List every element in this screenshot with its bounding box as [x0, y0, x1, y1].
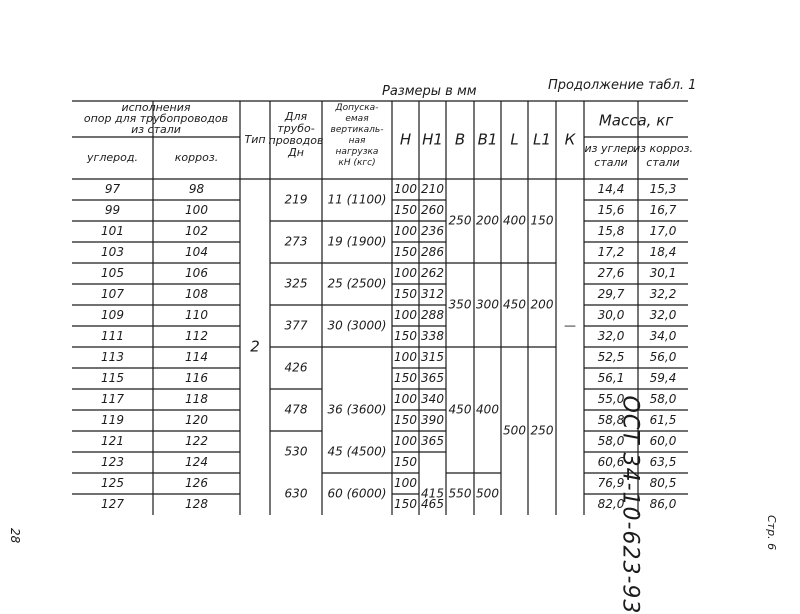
cell-h: 100: [394, 434, 417, 448]
cell-l: 500: [503, 424, 526, 438]
cell-mass-carbon: 82,0: [598, 497, 625, 511]
cell-mass-carbon: 17,2: [598, 245, 625, 259]
cell-b1: 500: [476, 487, 499, 501]
cell-mass-corrosion: 32,0: [650, 308, 677, 322]
cell-k: —: [564, 319, 576, 333]
header-corrosion: корроз.: [175, 151, 218, 164]
header-b: B: [455, 131, 465, 149]
cell-corrosion: 116: [185, 371, 208, 385]
cell-corrosion: 98: [189, 182, 205, 196]
header-b1: B1: [478, 131, 498, 149]
cell-mass-carbon: 30,0: [598, 308, 625, 322]
cell-h1: 338: [421, 329, 444, 343]
cell-h1: 390: [421, 413, 444, 427]
cell-mass-corrosion: 34,0: [650, 329, 677, 343]
cell-corrosion: 120: [185, 413, 208, 427]
cell-l: 400: [503, 214, 526, 228]
cell-carbon: 105: [101, 266, 124, 280]
cell-mass-corrosion: 61,5: [650, 413, 677, 427]
header-mass: Масса, кг: [599, 112, 673, 130]
cell-b: 250: [449, 214, 472, 228]
cell-h1: 315: [421, 350, 444, 364]
cell-mass-carbon: 29,7: [598, 287, 625, 301]
cell-dn: 426: [285, 361, 308, 375]
cell-h1: 262: [421, 266, 444, 280]
standard-code: ОСТ 34-10-623-93: [618, 396, 643, 614]
cell-mass-carbon: 58,0: [598, 434, 625, 448]
cell-type: 2: [250, 338, 260, 356]
cell-mass-corrosion: 30,1: [650, 266, 677, 280]
cell-h1: 312: [421, 287, 444, 301]
cell-mass-corrosion: 59,4: [650, 371, 677, 385]
cell-h: 100: [394, 308, 417, 322]
cell-dn: 273: [285, 235, 308, 249]
header-pipe-diameter: Для трубо-проводов Дн: [269, 110, 324, 159]
cell-corrosion: 118: [185, 392, 208, 406]
cell-mass-carbon: 32,0: [598, 329, 625, 343]
cell-h: 100: [394, 350, 417, 364]
cell-carbon: 119: [101, 413, 124, 427]
header-mass-carbon: из углер. стали: [584, 142, 637, 169]
cell-corrosion: 102: [185, 224, 208, 238]
cell-mass-carbon: 55,0: [598, 392, 625, 406]
cell-load: 11 (1100): [328, 193, 387, 207]
cell-dn: 478: [285, 403, 308, 417]
cell-carbon: 109: [101, 308, 124, 322]
cell-b: 350: [449, 298, 472, 312]
header-l1: L1: [533, 131, 551, 149]
cell-mass-corrosion: 32,2: [650, 287, 677, 301]
cell-mass-corrosion: 15,3: [650, 182, 677, 196]
cell-l1: 250: [531, 424, 554, 438]
cell-mass-corrosion: 16,7: [650, 203, 677, 217]
cell-b1: 200: [476, 214, 499, 228]
cell-carbon: 99: [105, 203, 120, 217]
cell-carbon: 103: [101, 245, 124, 259]
cell-h1-merged: 415: [421, 487, 444, 501]
cell-dn: 530: [285, 445, 308, 459]
cell-carbon: 123: [101, 455, 124, 469]
cell-h1: 288: [421, 308, 444, 322]
cell-carbon: 125: [101, 476, 124, 490]
cell-h: 100: [394, 476, 417, 490]
cell-dn: 325: [285, 277, 308, 291]
cell-b1: 300: [476, 298, 499, 312]
cell-h: 150: [394, 287, 417, 301]
cell-carbon: 127: [101, 497, 124, 511]
cell-mass-corrosion: 63,5: [650, 455, 677, 469]
cell-mass-carbon: 56,1: [598, 371, 625, 385]
cell-load: 25 (2500): [328, 277, 387, 291]
cell-h1: 286: [421, 245, 444, 259]
cell-l1: 150: [531, 214, 554, 228]
cell-carbon: 101: [101, 224, 124, 238]
cell-h: 150: [394, 329, 417, 343]
cell-mass-carbon: 27,6: [598, 266, 625, 280]
header-k: К: [565, 131, 577, 149]
header-execution-group: исполнения опор для трубопроводов из стали: [84, 101, 228, 136]
cell-corrosion: 128: [185, 497, 208, 511]
continuation-caption: Продолжение табл. 1: [548, 78, 696, 93]
cell-mass-carbon: 60,6: [598, 455, 625, 469]
cell-carbon: 97: [105, 182, 121, 196]
cell-b: 550: [449, 487, 472, 501]
cell-mass-corrosion: 86,0: [650, 497, 677, 511]
cell-h: 150: [394, 497, 417, 511]
cell-corrosion: 112: [185, 329, 208, 343]
cell-h1: 365: [421, 371, 444, 385]
cell-carbon: 115: [101, 371, 124, 385]
cell-l1: 200: [531, 298, 554, 312]
cell-mass-carbon: 76,9: [598, 476, 625, 490]
cell-dn: 219: [285, 193, 308, 207]
cell-dn: 377: [285, 319, 308, 333]
cell-corrosion: 104: [185, 245, 208, 259]
sheet-label: Стр. 6: [765, 515, 778, 550]
cell-load: 60 (6000): [328, 487, 387, 501]
cell-h: 150: [394, 413, 417, 427]
cell-h: 100: [394, 266, 417, 280]
cell-mass-corrosion: 17,0: [650, 224, 677, 238]
cell-h: 100: [394, 392, 417, 406]
cell-mass-corrosion: 58,0: [650, 392, 677, 406]
cell-h1: 260: [421, 203, 444, 217]
cell-dn: 630: [285, 487, 308, 501]
cell-mass-corrosion: 80,5: [650, 476, 677, 490]
cell-h: 150: [394, 245, 417, 259]
cell-load: 45 (4500): [328, 445, 387, 459]
dimensions-caption: Размеры в мм: [382, 84, 477, 99]
cell-corrosion: 100: [185, 203, 208, 217]
cell-b: 450: [449, 403, 472, 417]
header-l: L: [510, 131, 518, 149]
cell-corrosion: 122: [185, 434, 208, 448]
cell-carbon: 117: [101, 392, 124, 406]
page-number: 28: [8, 528, 22, 543]
cell-corrosion: 108: [185, 287, 208, 301]
cell-mass-corrosion: 60,0: [650, 434, 677, 448]
cell-h: 100: [394, 182, 417, 196]
cell-mass-carbon: 58,8: [598, 413, 625, 427]
cell-load-merged: 36 (3600): [328, 403, 387, 417]
cell-corrosion: 106: [185, 266, 208, 280]
cell-corrosion: 126: [185, 476, 208, 490]
cell-h: 150: [394, 203, 417, 217]
header-mass-corrosion: из корроз. стали: [633, 142, 693, 169]
cell-h1: 210: [421, 182, 444, 196]
header-type: Тип: [244, 133, 265, 146]
cell-mass-carbon: 52,5: [598, 350, 625, 364]
cell-h: 150: [394, 371, 417, 385]
cell-corrosion: 110: [185, 308, 208, 322]
cell-load: 19 (1900): [328, 235, 387, 249]
header-carbon: углерод.: [86, 151, 138, 164]
cell-mass-corrosion: 18,4: [650, 245, 677, 259]
cell-mass-carbon: 15,8: [598, 224, 625, 238]
cell-h1: 236: [421, 224, 444, 238]
cell-carbon: 121: [101, 434, 124, 448]
cell-mass-corrosion: 56,0: [650, 350, 677, 364]
cell-h: 100: [394, 224, 417, 238]
cell-corrosion: 114: [185, 350, 208, 364]
cell-carbon: 111: [101, 329, 124, 343]
header-h: H: [400, 131, 411, 149]
cell-load: 30 (3000): [328, 319, 387, 333]
cell-h: 150: [394, 455, 417, 469]
cell-mass-carbon: 14,4: [598, 182, 625, 196]
cell-l: 450: [503, 298, 526, 312]
header-h1: H1: [422, 131, 443, 149]
cell-h1: 465: [421, 497, 444, 511]
cell-mass-carbon: 15,6: [598, 203, 625, 217]
cell-h1: 340: [421, 392, 444, 406]
cell-b1: 400: [476, 403, 499, 417]
cell-carbon: 113: [101, 350, 124, 364]
cell-h1: 365: [421, 434, 444, 448]
header-allowable-load: Допуска-емая вертикаль-ная нагрузка кН (кгс): [331, 103, 384, 168]
cell-carbon: 107: [101, 287, 124, 301]
cell-corrosion: 124: [185, 455, 208, 469]
